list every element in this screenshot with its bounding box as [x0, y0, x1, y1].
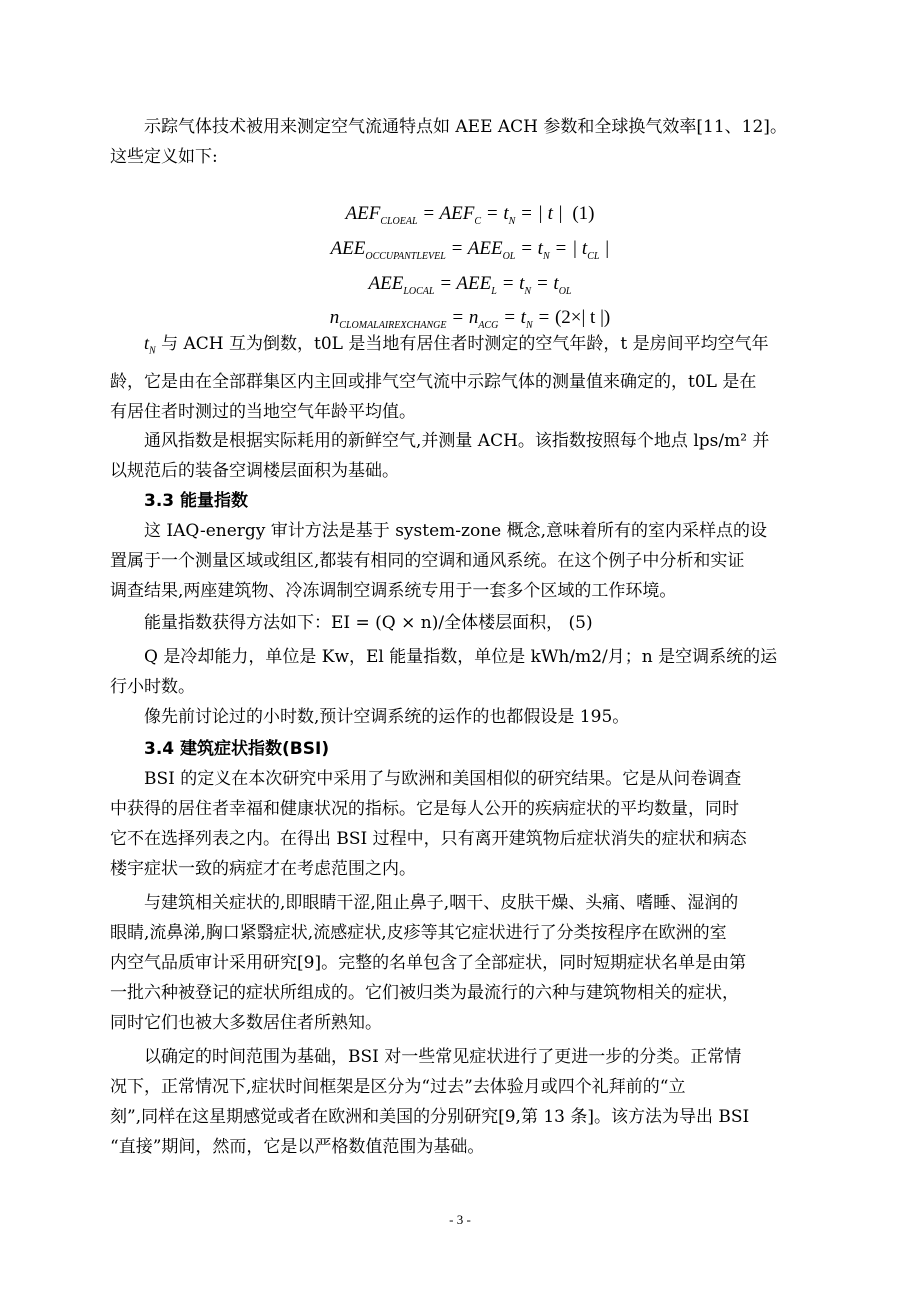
- text-line: BSI 的定义在本次研究中采用了与欧洲和美国相似的研究结果。它是从问卷调查: [144, 769, 742, 789]
- paragraph-energy-formula: [110, 608, 800, 638]
- equation-4: $n_{CLOMALAIREXCHANGE} = n_{ACG} = t_N = (2\times|$ t |): [329, 307, 611, 332]
- paragraph-cooling-capacity: [110, 642, 800, 702]
- text-line: 能量指数获得方法如下：EI = (Q × n)/全体楼层面积， (5): [144, 613, 593, 633]
- text-line: 况下，正常情况下,症状时间框架是区分为“过去”去体验月或四个礼拜前的“立: [110, 1077, 686, 1097]
- tn-symbol: $t_N$: [144, 333, 156, 357]
- text-line: 中获得的居住者幸福和健康状况的指标。它是每人公开的疾病症状的平均数量，同时: [110, 799, 739, 819]
- text-line: Q 是冷却能力，单位是 Kw，El 能量指数，单位是 kWh/m2/月；n 是空调系统的运: [144, 647, 778, 667]
- paragraph-bsi-definition: [110, 764, 800, 884]
- text-line: 同时它们也被大多数居住者所熟知。: [110, 1013, 382, 1033]
- text-line: 置属于一个测量区域或组区,都装有相同的空调和通风系统。在这个例子中分析和实证: [110, 551, 745, 571]
- paragraph-hours: [110, 702, 800, 732]
- equation-1: $AEF_{CLOEAL} = AEF_C = t_N$ = | t | (1): [345, 203, 595, 227]
- text-line: 刻”,同样在这星期感觉或者在欧洲和美国的分别研究[9,第 13 条]。该方法为导出 BSI: [110, 1107, 750, 1127]
- paragraph-tracer-gas: [110, 112, 800, 172]
- section-heading-3-3: 3.3 能量指数: [144, 491, 249, 511]
- text-line: 示踪气体技术被用来测定空气流通特点如 AEE ACH 参数和全球换气效率[11、12]。: [144, 117, 787, 137]
- text-line: 调查结果,两座建筑物、冷冻调制空调系统专用于一套多个区域的工作环境。: [110, 581, 677, 601]
- text-line: 这 IAQ-energy 审计方法是基于 system-zone 概念,意味着所有的室内采样点的设: [144, 521, 768, 541]
- page-number: - 3 -: [449, 1212, 471, 1227]
- section-heading-3-4: 3.4 建筑症状指数(BSI): [144, 739, 330, 759]
- text-line: 内空气品质审计采用研究[9]。完整的名单包含了全部症状，同时短期症状名单是由第: [110, 953, 747, 973]
- equation-block: [250, 200, 690, 339]
- paragraph-air-age: [110, 328, 800, 427]
- text-line: 以规范后的装备空调楼层面积为基础。: [110, 461, 399, 481]
- text-line: 通风指数是根据实际耗用的新鲜空气,并测量 ACH。该指数按照每个地点 lps/m² 并: [144, 431, 770, 451]
- text-line: 有居住者时测过的当地空气年龄平均值。: [110, 401, 416, 422]
- text-line: 眼睛,流鼻涕,胸口紧翳症状,流感症状,皮疹等其它症状进行了分类按程序在欧洲的室: [110, 923, 727, 943]
- text-line: 像先前讨论过的小时数,预计空调系统的运作的也都假设是 195。: [144, 707, 630, 727]
- paragraph-iaq-energy: [110, 516, 800, 606]
- equation-3: $AEE_{LOCAL} = AEE_L = t_N = t_{OL}$: [368, 272, 572, 297]
- text-line: 行小时数。: [110, 677, 195, 697]
- paragraph-time-frame: [110, 1042, 800, 1162]
- text-line: 龄，它是由在全部群集区内主回或排气空气流中示踪气体的测量值来确定的，t0L 是在: [110, 371, 757, 392]
- text-line: 与建筑相关症状的,即眼睛干涩,阻止鼻子,咽干、皮肤干燥、头痛、嗜睡、湿润的: [144, 893, 739, 913]
- text-line: 楼宇症状一致的病症才在考虑范围之内。: [110, 859, 416, 879]
- text-line: $t_N$ 与 ACH 互为倒数，t0L 是当地有居住者时测定的空气年龄，t 是房间平均空气年: [144, 333, 769, 357]
- paragraph-ventilation-index: [110, 426, 800, 486]
- text-line: 它不在选择列表之内。在得出 BSI 过程中，只有离开建筑物后症状消失的症状和病态: [110, 829, 747, 849]
- text-line: 一批六种被登记的症状所组成的。它们被归类为最流行的六种与建筑物相关的症状，: [110, 983, 739, 1003]
- paragraph-symptoms: [110, 888, 800, 1038]
- equation-2: $AEE_{OCCUPANTLEVEL} = AEE_{OL} = t_N$ = | $t_{CL}$ |: [330, 237, 610, 262]
- text-line: “直接”期间，然而，它是以严格数值范围为基础。: [110, 1137, 485, 1157]
- text-line: 以确定的时间范围为基础，BSI 对一些常见症状进行了更进一步的分类。正常情: [144, 1047, 742, 1067]
- text-line: 这些定义如下:: [110, 147, 218, 167]
